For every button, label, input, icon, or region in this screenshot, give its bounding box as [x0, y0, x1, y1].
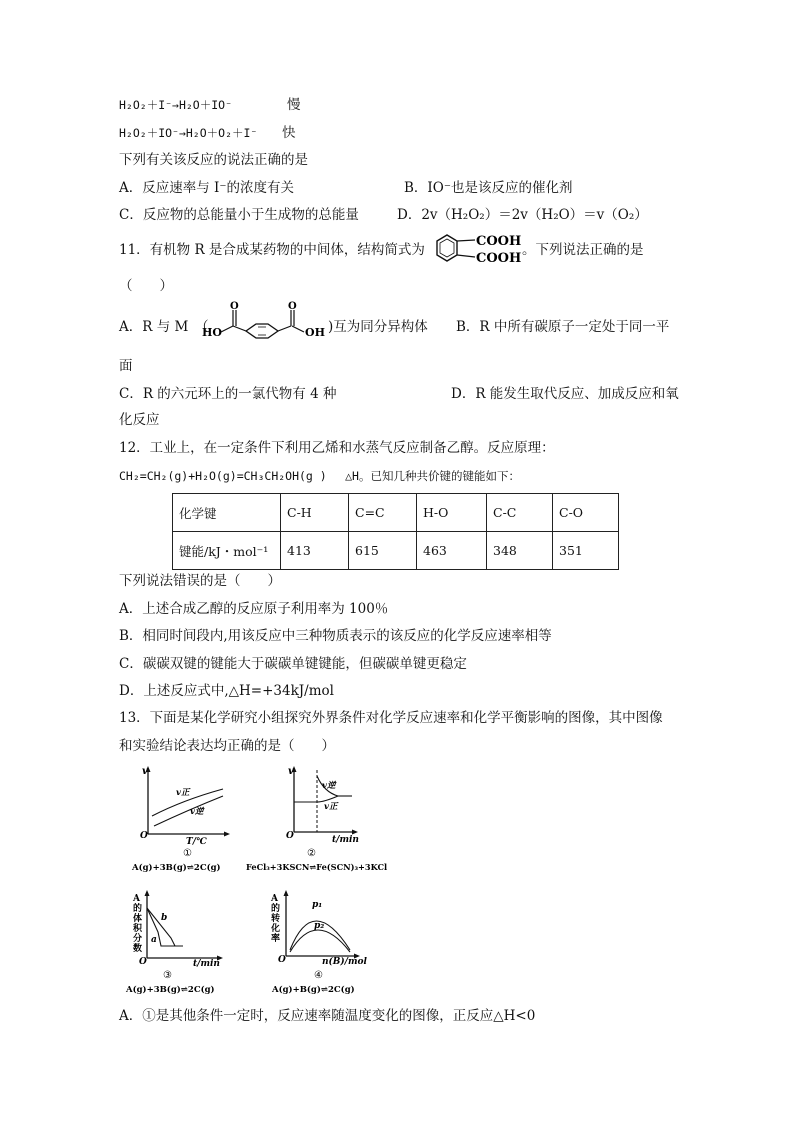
figure-1	[128, 762, 243, 877]
q11-option-d: D．R 能发生取代反应、加成反应和氧	[451, 386, 679, 402]
fig4-number: ④	[314, 970, 323, 981]
fig4-equation: A(g)+B(g)⇌2C(g)	[272, 985, 355, 995]
fig1-xlabel: T/℃	[186, 837, 207, 847]
table-cell: 463	[417, 532, 487, 570]
fig3-ylabel-6: 数	[133, 944, 143, 954]
bond-energy-table	[172, 493, 619, 570]
q11-option-b: B．R 中所有碳原子一定处于同一平	[456, 319, 670, 335]
q12-option-d: D．上述反应式中,△H=+34kJ/mol	[119, 683, 334, 699]
table-cell: H-O	[417, 494, 487, 532]
fig2-xlabel: t/min	[332, 835, 359, 845]
fig3-equation: A(g)+3B(g)⇌2C(g)	[126, 985, 215, 995]
cooh-top-label: COOH	[476, 234, 522, 249]
fig2-ylabel: v	[288, 766, 294, 777]
fig4-ylabel-1: A	[271, 894, 278, 904]
oh-group-label: OH	[305, 326, 325, 339]
fig3-ylabel-2: 的	[133, 904, 143, 914]
q11-option-b-cont: 面	[119, 358, 133, 374]
table-cell: 348	[487, 532, 553, 570]
fig1-number: ①	[183, 848, 192, 859]
q12-option-a: A．上述合成乙醇的反应原子利用率为 100％	[119, 601, 389, 617]
table-cell: 413	[281, 532, 349, 570]
fig4-xlabel: n(B)/mol	[322, 957, 367, 967]
fig2-equation: FeCl₃+3KSCN⇌Fe(SCN)₃+3KCl	[246, 862, 388, 872]
reaction-step2-rate: 快	[282, 125, 296, 141]
q11-option-a-before: A．R 与 M （	[119, 319, 209, 335]
fig1-equation: A(g)+3B(g)⇌2C(g)	[132, 863, 221, 873]
reaction-step2: H₂O₂＋IO⁻→H₂O＋O₂＋I⁻	[119, 126, 258, 140]
q11-option-d-cont: 化反应	[119, 412, 160, 428]
q10-option-b: B．IO⁻也是该反应的催化剂	[404, 180, 573, 196]
table-cell: 化学键	[173, 494, 281, 532]
phthalic-acid-structure	[430, 230, 526, 270]
q13-stem-2: 和实验结论表达均正确的是（ ）	[119, 738, 335, 754]
fig3-ylabel-1: A	[133, 894, 140, 904]
q11-option-a-after: )互为同分异构体	[328, 319, 428, 335]
fig2-curve1: v逆	[322, 781, 336, 791]
fig3-number: ③	[163, 970, 172, 981]
table-cell: 351	[553, 532, 619, 570]
fig2-origin: O	[286, 831, 294, 841]
q13-option-a: A．①是其他条件一定时，反应速率随温度变化的图像，正反应△H<0	[119, 1008, 536, 1024]
fig1-ylabel: v	[142, 766, 148, 777]
q10-option-a: A．反应速率与 I⁻的浓度有关	[119, 180, 294, 196]
fig4-ylabel-2: 的	[271, 904, 281, 914]
svg-text:O: O	[230, 301, 239, 312]
table-cell: C-O	[553, 494, 619, 532]
fig2-number: ②	[307, 848, 316, 859]
ho-group-label: HO	[202, 326, 222, 339]
q12-equation: CH₂=CH₂(g)+H₂O(g)=CH₃CH₂OH(g ) △H。已知几种共价键的键能如下：	[119, 469, 520, 483]
fig4-curve1: p₁	[312, 900, 323, 910]
fig4-curve2: p₂	[314, 921, 325, 931]
q10-option-d: D．2v（H₂O₂）＝2v（H₂O）＝v（O₂）	[397, 207, 648, 223]
fig4-ylabel-3: 转	[271, 914, 281, 924]
fig1-curve2: v逆	[190, 807, 204, 817]
figure-3	[123, 888, 238, 996]
figure-2	[244, 762, 414, 877]
q11-blank: （ ）	[119, 278, 173, 294]
fig4-origin: O	[278, 955, 286, 965]
terephthalic-acid-structure	[200, 300, 328, 346]
fig3-xlabel: t/min	[193, 959, 220, 969]
fig4-ylabel-4: 化	[271, 924, 281, 934]
q11-stem-before: 11．有机物 R 是合成某药物的中间体，结构简式为	[119, 242, 425, 258]
q12-stem: 12．工业上，在一定条件下利用乙烯和水蒸气反应制备乙醇。反应原理：	[119, 440, 555, 456]
reaction-step1-rate: 慢	[287, 97, 301, 113]
figure-4	[258, 888, 373, 996]
table-cell: 615	[349, 532, 417, 570]
fig3-origin: O	[139, 957, 147, 967]
fig3-curve-b: b	[161, 913, 168, 923]
table-row	[173, 532, 619, 570]
q13-stem-1: 13．下面是某化学研究小组探究外界条件对化学反应速率和化学平衡影响的图像，其中图像	[119, 710, 663, 726]
fig1-curve1: v正	[176, 788, 190, 798]
fig3-ylabel-5: 分	[133, 934, 143, 944]
table-cell: 键能/kJ・mol⁻¹	[173, 532, 281, 570]
table-cell: C-H	[281, 494, 349, 532]
q12-option-b: B．相同时间段内,用该反应中三种物质表示的该反应的化学反应速率相等	[119, 628, 552, 644]
reaction-step1: H₂O₂＋I⁻→H₂O＋IO⁻	[119, 98, 233, 112]
fig3-ylabel-4: 积	[133, 924, 143, 934]
table-cell: C=C	[349, 494, 417, 532]
fig4-ylabel-5: 率	[271, 934, 281, 944]
fig1-origin: O	[140, 831, 148, 841]
fig3-ylabel-3: 体	[133, 914, 143, 924]
svg-text:O: O	[288, 301, 297, 312]
cooh-bottom-label: COOH	[476, 251, 522, 266]
q11-option-c: C．R 的六元环上的一氯代物有 4 种	[119, 386, 337, 402]
q12-question: 下列说法错误的是（ ）	[119, 573, 281, 589]
q10-option-c: C．反应物的总能量小于生成物的总能量	[119, 207, 359, 223]
table-header-row	[173, 494, 619, 532]
q10-question: 下列有关该反应的说法正确的是	[119, 152, 308, 168]
q12-option-c: C．碳碳双键的键能大于碳碳单键键能，但碳碳单键更稳定	[119, 656, 467, 672]
table-cell: C-C	[487, 494, 553, 532]
fig2-curve2: v正	[324, 802, 338, 812]
fig3-curve-a: a	[151, 935, 157, 945]
q11-stem-after: 。下列说法正确的是	[522, 242, 644, 258]
